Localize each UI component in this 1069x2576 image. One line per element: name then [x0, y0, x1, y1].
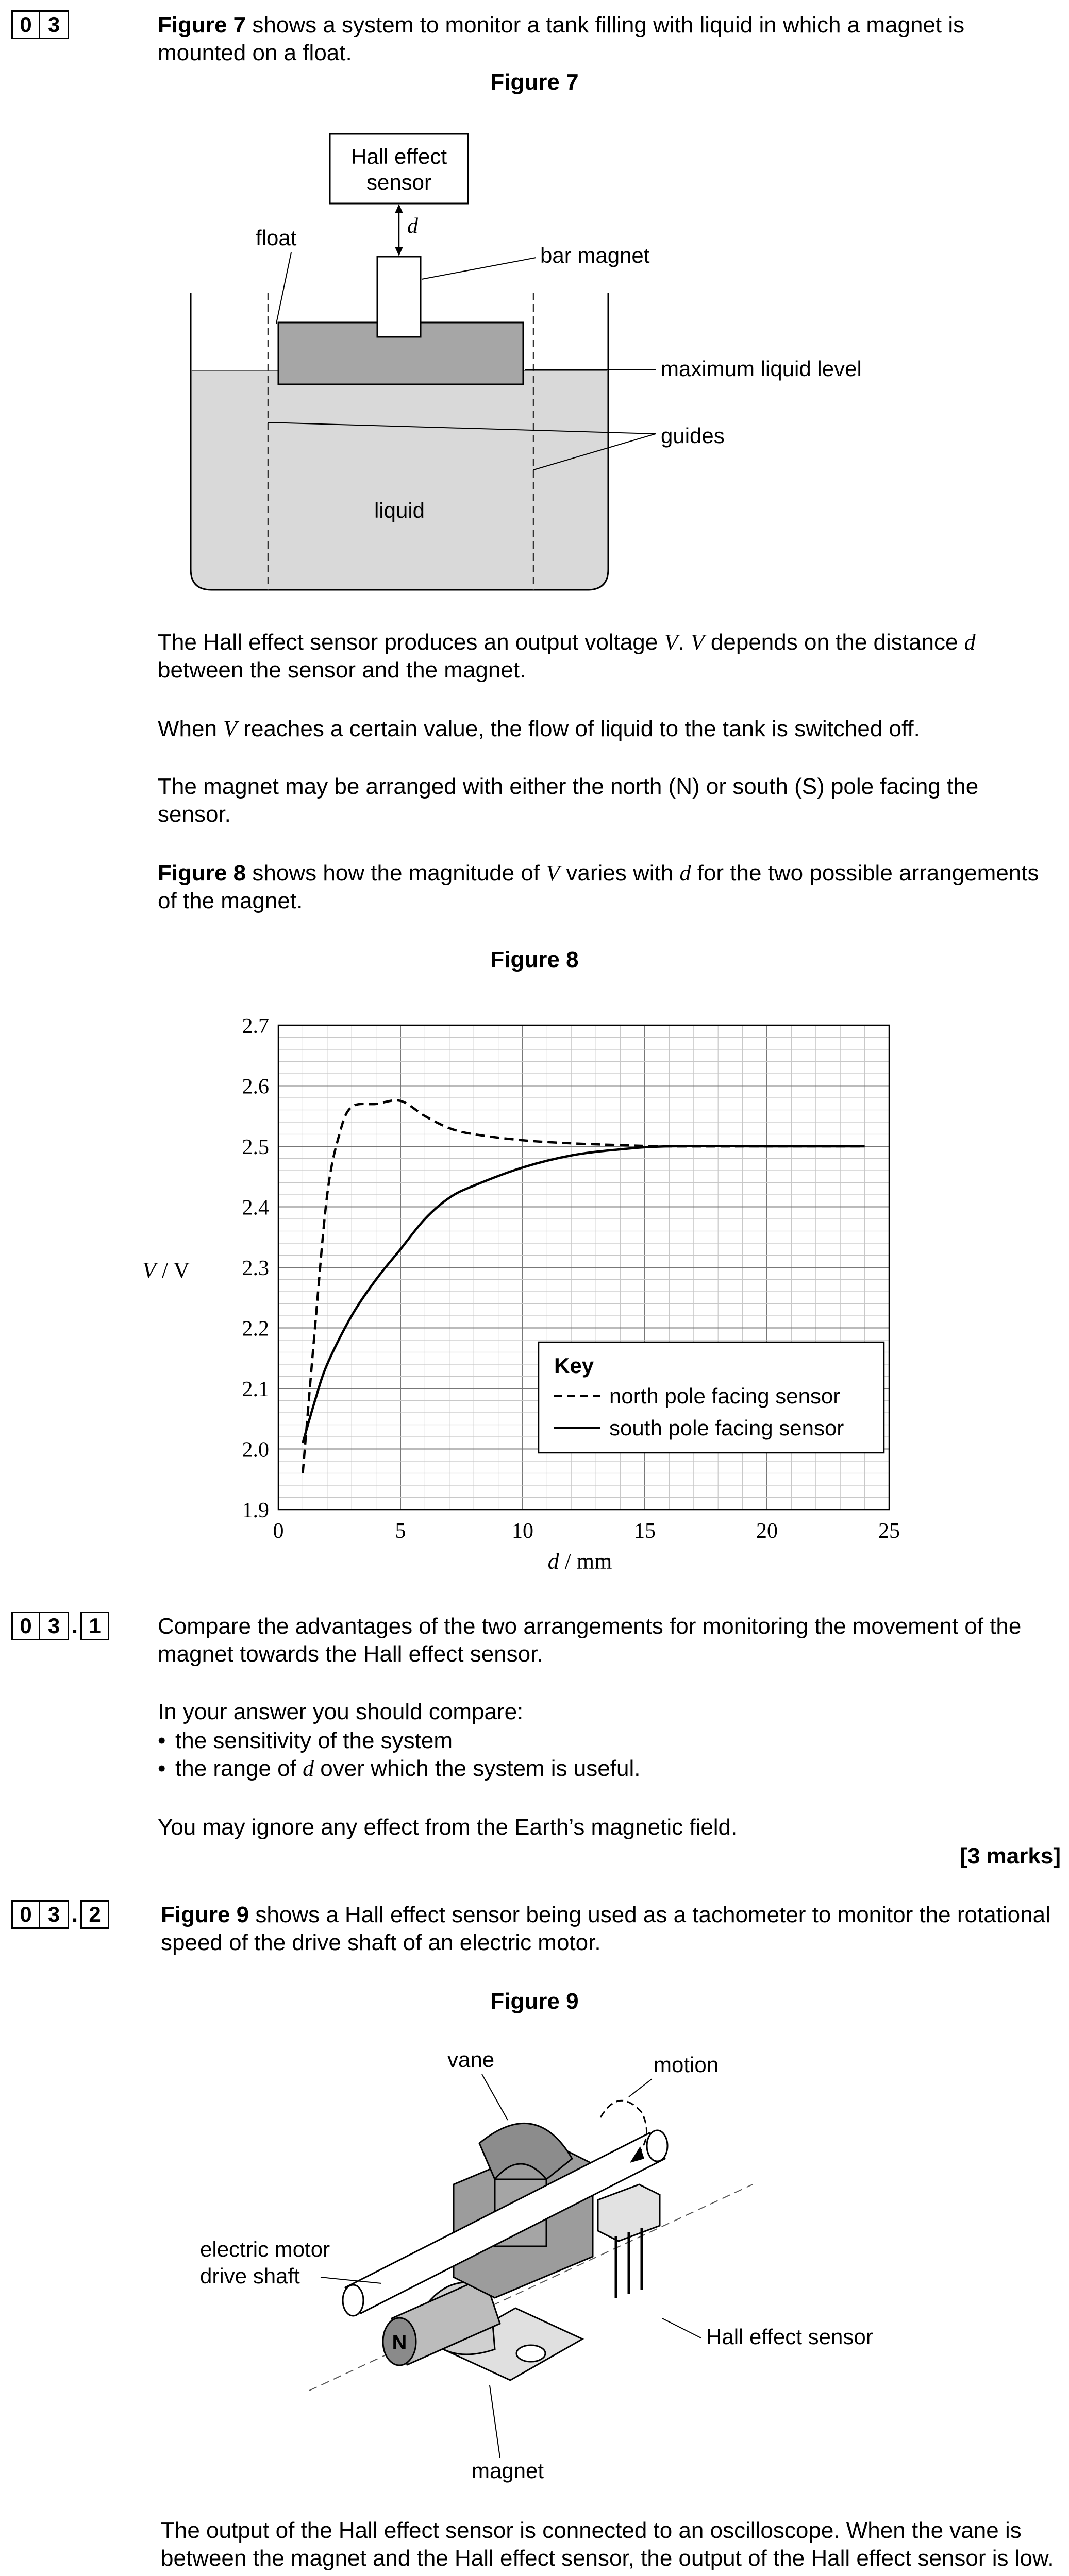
- x-tick-label: 25: [878, 1519, 900, 1543]
- bar-magnet: [377, 257, 421, 337]
- question-dot: .: [71, 1902, 78, 1927]
- y-tick-label: 2.3: [242, 1257, 269, 1280]
- y-tick-label: 2.5: [242, 1136, 269, 1159]
- shaft-label: electric motor: [200, 2237, 330, 2261]
- y-tick-label: 2.2: [242, 1317, 269, 1341]
- x-tick-label: 0: [273, 1519, 284, 1543]
- question-digit: 0: [11, 1612, 40, 1640]
- q031-bullets: [158, 1727, 1055, 1783]
- d-label: d: [407, 214, 418, 238]
- q03-intro-text: shows a system to monitor a tank filling with liquid in which a magnet is mounted on a float.: [158, 12, 965, 65]
- figure-ref: Figure 7: [158, 12, 246, 38]
- y-tick-label: 2.4: [242, 1196, 269, 1220]
- q031-intro: In your answer you should compare:: [158, 1699, 524, 1724]
- figure7-diagram: [0, 103, 1069, 608]
- chart-legend: [539, 1342, 884, 1453]
- float-label: float: [256, 226, 297, 250]
- question-digit: 3: [40, 1900, 69, 1929]
- shaft-label: drive shaft: [200, 2264, 300, 2288]
- liquid-fill: [191, 371, 608, 590]
- hall-sensor-label: Hall effect sensor: [706, 2325, 873, 2349]
- x-tick-label: 10: [512, 1519, 533, 1543]
- figure7-title: Figure 7: [490, 70, 579, 95]
- sensor-label: Hall effect: [351, 144, 447, 168]
- magnet-label: magnet: [471, 2459, 544, 2483]
- x-tick-label: 5: [395, 1519, 406, 1543]
- para-pole-arrangement: The magnet may be arranged with either the north (N) or south (S) pole facing the sensor.: [158, 774, 979, 827]
- max-level-label: maximum liquid level: [661, 357, 862, 381]
- guides-label: guides: [661, 423, 725, 448]
- question-digit: 2: [80, 1900, 109, 1929]
- vane-label: vane: [447, 2047, 495, 2072]
- y-tick-label: 2.1: [242, 1378, 269, 1401]
- figure8-title: Figure 8: [490, 947, 579, 972]
- question-number-031: [11, 1612, 109, 1640]
- x-axis-label: d / mm: [547, 1549, 612, 1574]
- q031-note: You may ignore any effect from the Earth’s magnetic field.: [158, 1815, 738, 1840]
- q032-intro: Figure 9 shows a Hall effect sensor being used as a tachometer to monitor the rotational speed of the drive shaft of an electric motor.: [161, 1902, 1050, 1955]
- x-tick-label: 20: [756, 1519, 778, 1543]
- liquid-label: liquid: [374, 498, 425, 522]
- question-digit: 0: [11, 1900, 40, 1929]
- motion-label: motion: [654, 2053, 719, 2077]
- question-digit: 1: [80, 1612, 109, 1640]
- question-digit: 3: [40, 1612, 69, 1640]
- q031-marks: [3 marks]: [960, 1843, 1061, 1869]
- magnet-n-label: N: [392, 2331, 407, 2354]
- question-digit: 3: [40, 10, 69, 39]
- question-number-032: [11, 1900, 109, 1929]
- legend-entry-south: south pole facing sensor: [609, 1416, 844, 1440]
- sensor-label: sensor: [366, 170, 432, 194]
- bar-magnet-label: bar magnet: [540, 243, 650, 267]
- legend-title: Key: [554, 1353, 594, 1378]
- q031-text: Compare the advantages of the two arrangements for monitoring the movement of the magnet towards the Hall effect sensor.: [158, 1614, 1022, 1667]
- figure9-diagram: [0, 2030, 1069, 2494]
- bullet-range: • the range of d over which the system is useful.: [158, 1755, 1055, 1783]
- question-number-03: [11, 10, 69, 39]
- para-figure8-ref: Figure 8 shows how the magnitude of V varies with d for the two possible arrangements of the magnet.: [158, 860, 1039, 913]
- para-switch-off: When V reaches a certain value, the flow of liquid to the tank is switched off.: [158, 716, 920, 741]
- y-axis-label: V / V: [142, 1258, 190, 1283]
- para-output-voltage: The Hall effect sensor produces an output voltage V. V depends on the distance d between the sensor and the magnet.: [158, 630, 976, 683]
- bullet-sensitivity: • the sensitivity of the system: [158, 1727, 1055, 1755]
- figure9-title: Figure 9: [490, 1989, 579, 2014]
- q032-para1: The output of the Hall effect sensor is connected to an oscilloscope. When the vane is between the magnet and the Hall effect sensor, the output of the Hall effect sensor is low.: [161, 2518, 1054, 2571]
- figure8-chart: [0, 1010, 1069, 1602]
- y-tick-label: 2.7: [242, 1014, 269, 1038]
- y-tick-label: 1.9: [242, 1499, 269, 1522]
- legend-entry-north: north pole facing sensor: [609, 1384, 841, 1408]
- x-tick-label: 15: [634, 1519, 656, 1543]
- question-dot: .: [71, 1613, 78, 1638]
- y-tick-label: 2.6: [242, 1075, 269, 1099]
- y-tick-label: 2.0: [242, 1438, 269, 1462]
- q03-intro: [158, 11, 1055, 67]
- question-digit: 0: [11, 10, 40, 39]
